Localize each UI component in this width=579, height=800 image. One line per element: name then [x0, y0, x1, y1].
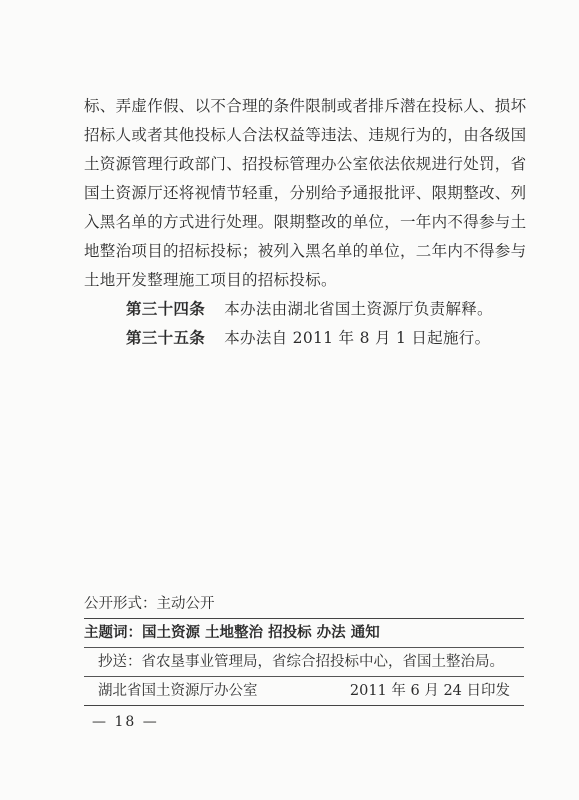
issuer-row	[84, 677, 524, 705]
body-line-2: 招标人或者其他投标人合法权益等违法、违规行为的，由各级国	[84, 126, 527, 144]
body-line-4: 国土资源厅还将视情节轻重，分别给予通报批评、限期整改、列	[84, 184, 527, 202]
article-34-text: 本办法由湖北省国土资源厅负责解释。	[224, 300, 493, 318]
page-number: — 18 —	[92, 714, 159, 730]
body-line-1: 标、弄虚作假、以不合理的条件限制或者排斥潜在投标人、损坏	[84, 97, 527, 115]
body-line-7: 土地开发整理施工项目的招标投标。	[84, 271, 337, 289]
article-35-title: 第三十五条	[126, 329, 206, 347]
article-34	[84, 295, 524, 324]
document-footer	[84, 590, 524, 706]
body-line-3: 土资源管理行政部门、招投标管理办公室依法依规进行处罚，省	[84, 155, 527, 173]
print-date: 2011 年 6 月 24 日印发	[349, 683, 510, 699]
article-35	[84, 324, 524, 353]
disclosure-type: 公开形式：主动公开	[84, 596, 215, 612]
body-line-6: 地整治项目的招标投标；被列入黑名单的单位，二年内不得参与	[84, 242, 527, 260]
body-line-5: 入黑名单的方式进行处理。限期整改的单位，一年内不得参与土	[84, 213, 527, 231]
issuer: 湖北省国土资源厅办公室	[98, 683, 258, 699]
article-35-text: 本办法自 2011 年 8 月 1 日起施行。	[224, 329, 491, 347]
body-text	[84, 92, 527, 353]
footer-divider-4	[84, 705, 524, 706]
article-34-title: 第三十四条	[126, 300, 206, 318]
cc-recipients: 抄送：省农垦事业管理局，省综合招投标中心，省国土整治局。	[98, 654, 504, 670]
subject-keywords: 主题词：国土资源 土地整治 招投标 办法 通知	[84, 625, 380, 641]
